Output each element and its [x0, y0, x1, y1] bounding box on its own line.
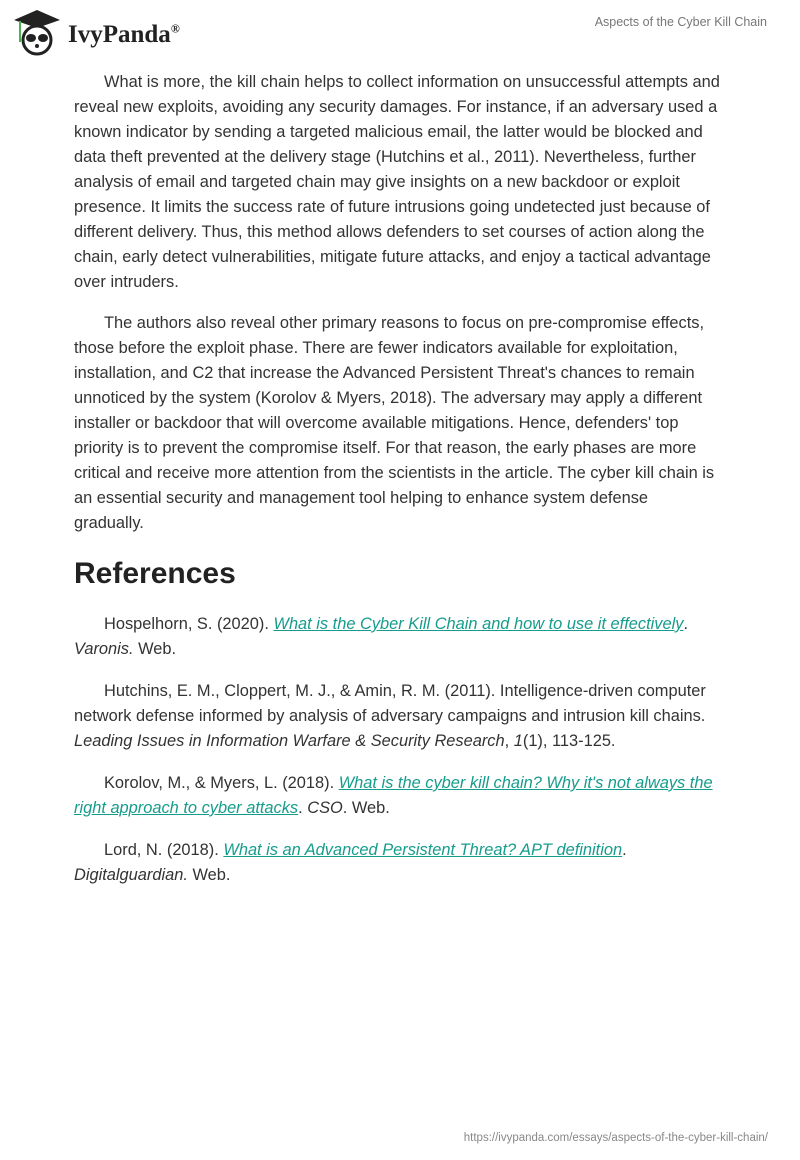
- reference-item: Hutchins, E. M., Cloppert, M. J., & Amin, R. M. (2011). Intelligence-driven computer network defense informed by analysis of adversary campaigns and intrusion kill chains. Leading Issues in Information Warfare & Security Research, 1(1), 113-125.: [74, 682, 706, 750]
- reference-link[interactable]: What is the Cyber Kill Chain and how to use it effectively: [273, 615, 684, 633]
- references-heading: References: [74, 557, 236, 590]
- paragraph: The authors also reveal other primary reasons to focus on pre-compromise effects, those before the exploit phase. There are fewer indicators available for exploitation, installation, and C2 that increase the Advanced Persistent Threat's chances to remain unnoticed by the system (Korolov & Myers, 2018). The adversary may apply a different installer or backdoor that will overcome available mitigations. Hence, defenders' top priority is to prevent the compromise itself. For that reason, the early phases are more critical and receive more attention from the scientists in the article. The cyber kill chain is an essential security and management tool helping to enhance system defense gradually.: [74, 314, 715, 532]
- reference-link[interactable]: What is an Advanced Persistent Threat? APT definition: [223, 841, 623, 859]
- paragraph: What is more, the kill chain helps to collect information on unsuccessful attempts and reveal new exploits, avoiding any security damages. For instance, if an adversary used a known indicator by sending a targeted malicious email, the latter would be blocked and data theft prevented at the delivery stage (Hutchins et al., 2011). Nevertheless, further analysis of email and targeted chain may give insights on a new backdoor or exploit presence. It limits the success rate of future intrusions going undetected just because of different delivery. Thus, this method allows defenders to set courses of action along the chain, early detect vulnerabilities, mitigate future attacks, and enjoy a tactical advantage over intruders.: [74, 73, 720, 291]
- footer-url: https://ivypanda.com/essays/aspects-of-the-cyber-kill-chain/: [463, 1132, 768, 1144]
- ivypanda-logo[interactable]: [12, 8, 180, 56]
- essay-content: [74, 70, 722, 905]
- reference-item: Hospelhorn, S. (2020). What is the Cyber Kill Chain and how to use it effectively. Varonis. Web.: [74, 615, 688, 658]
- reference-link[interactable]: What is the cyber kill chain? Why it's not always the right approach to cyber attacks: [74, 774, 713, 817]
- document-title: Aspects of the Cyber Kill Chain: [594, 15, 767, 29]
- reference-item: Lord, N. (2018). What is an Advanced Persistent Threat? APT definition. Digitalguardian. Web.: [74, 841, 627, 884]
- brand-name: IvyPanda®: [68, 21, 180, 48]
- panda-graduate-icon: [12, 8, 62, 56]
- reference-item: Korolov, M., & Myers, L. (2018). What is the cyber kill chain? Why it's not always the right approach to cyber attacks. CSO. Web.: [74, 774, 713, 817]
